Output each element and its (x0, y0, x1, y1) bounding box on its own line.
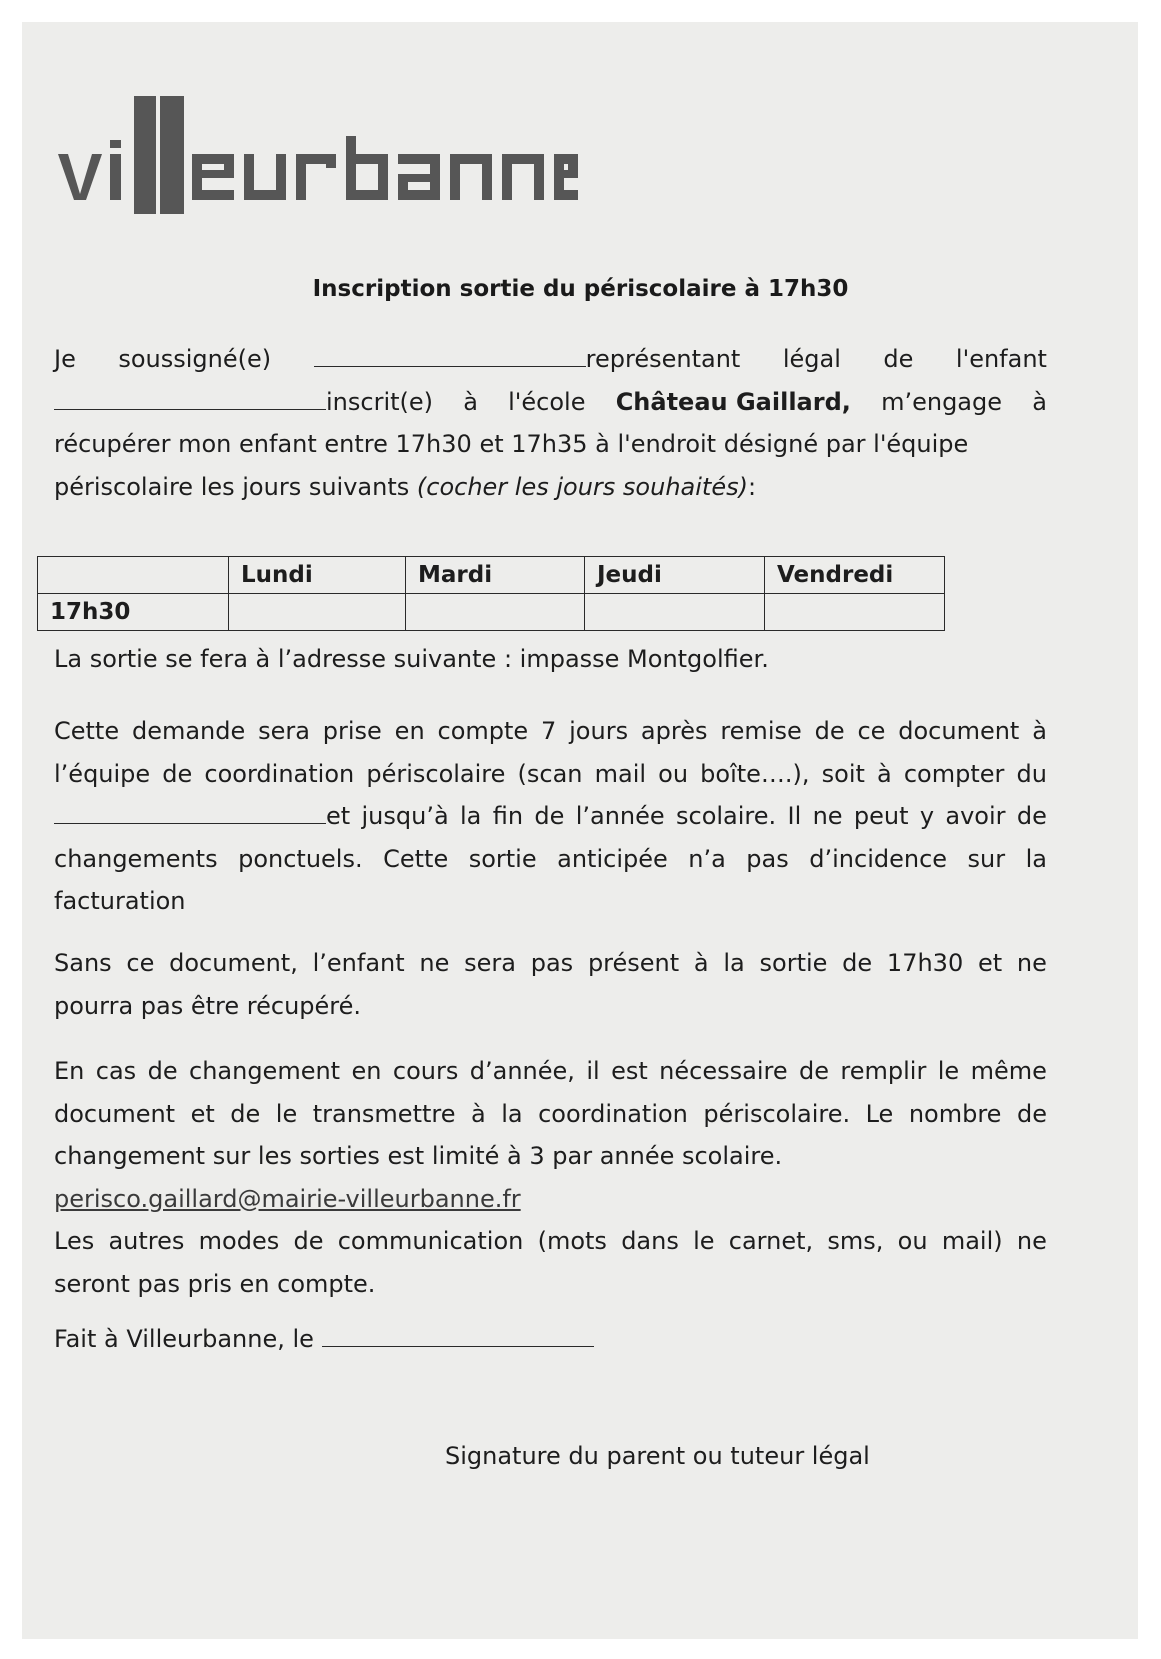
intro-line-4 (54, 466, 1047, 509)
word: modes (198, 1227, 280, 1255)
word: et (190, 1099, 215, 1128)
word: à (1032, 387, 1047, 416)
word: nécessaire (659, 1057, 788, 1085)
word: l’année (575, 802, 665, 830)
word: de (534, 802, 565, 830)
word: nombre (908, 1099, 1002, 1128)
word: dans (621, 1227, 679, 1255)
email-link[interactable]: perisco.gaillard@mairie-villeurbanne.fr (54, 1184, 521, 1213)
word: cours (392, 1057, 459, 1085)
word: en (394, 717, 425, 745)
intro-paragraph (54, 338, 1047, 508)
word: y (919, 802, 935, 830)
word: sms, (827, 1227, 884, 1255)
colon: : (747, 472, 757, 501)
word: de (1016, 802, 1047, 830)
word: le (275, 1099, 298, 1128)
word: à (693, 949, 709, 977)
word: de (162, 759, 193, 788)
word: même (970, 1057, 1047, 1085)
paragraph-absence (54, 942, 1047, 1027)
p4-line-1 (54, 1050, 1047, 1093)
word: du (1016, 759, 1047, 788)
word: remise (720, 717, 802, 745)
p3-line-1 (54, 942, 1047, 985)
intro-line-1 (54, 338, 1047, 381)
word: l’équipe (54, 759, 151, 788)
word: l'école (508, 387, 586, 416)
word: compter (903, 759, 1005, 788)
day-header-lundi: Lundi (229, 557, 406, 594)
table-row (38, 594, 945, 631)
place-date-label: Fait à Villeurbanne, le (54, 1325, 314, 1353)
word: il (586, 1057, 600, 1085)
word: Il (787, 802, 802, 830)
word: scolaire. (676, 802, 777, 830)
word: pas (530, 949, 574, 977)
intro-line-4-text: périscolaire les jours suivants (54, 472, 410, 501)
table-row (38, 557, 945, 594)
word: à (877, 759, 892, 788)
word: anticipée (557, 844, 668, 873)
intro-line-2 (54, 381, 1047, 424)
word: changement (189, 1057, 341, 1085)
word: ce (126, 949, 155, 977)
word: à (463, 387, 478, 416)
word: communication (337, 1227, 524, 1255)
word: à (1032, 717, 1047, 745)
word: document, (169, 949, 298, 977)
parent-name-field[interactable] (314, 340, 586, 367)
word: 7 (541, 717, 557, 745)
word: compte (437, 717, 529, 745)
word: de (293, 1227, 324, 1255)
check-days-hint: (cocher les jours souhaités) (416, 472, 748, 501)
p2-line-1 (54, 710, 1047, 753)
p4-line-3-text: changement sur les sorties est limité à 3 par année scolaire. (54, 1142, 783, 1170)
word: ne (419, 949, 450, 977)
word: ce (857, 717, 886, 745)
word: Cette (383, 844, 449, 873)
checkbox-jeudi[interactable] (585, 594, 765, 631)
word: soit (821, 759, 865, 788)
signature-label: Signature du parent ou tuteur légal (445, 1442, 870, 1470)
word: la (723, 949, 745, 977)
child-name-field[interactable] (54, 383, 326, 410)
word: carnet, (728, 1227, 814, 1255)
word: (scan (517, 759, 583, 788)
word: et (326, 802, 351, 830)
word: l'enfant (955, 345, 1047, 373)
word: de (147, 1057, 178, 1085)
word: mail) (941, 1227, 1003, 1255)
parent-name-group (314, 338, 741, 381)
word: Sans (54, 949, 112, 977)
word: après (640, 717, 708, 745)
word: inscrit(e) (326, 387, 434, 416)
word: 17h30 (886, 949, 964, 977)
corner-cell (38, 557, 229, 594)
p4-line-5 (54, 1220, 1047, 1263)
word: jusqu’à (361, 802, 449, 830)
word: périscolaire. (703, 1099, 851, 1128)
word: ponctuels. (238, 844, 363, 873)
p3-line-2-text: pourra pas être récupéré. (54, 991, 362, 1020)
word: la (460, 802, 482, 830)
word: changements (54, 844, 218, 873)
villeurbanne-logo (58, 96, 578, 218)
date-field[interactable] (322, 1320, 594, 1347)
word: ne (812, 802, 843, 830)
p2-line-3 (54, 795, 1047, 838)
word: sur (967, 844, 1006, 873)
word: présent (587, 949, 680, 977)
p4-line-6-text: seront pas pris en compte. (54, 1269, 376, 1298)
word: fin (492, 802, 524, 830)
word: n’a (688, 844, 726, 873)
word: avoir (945, 802, 1006, 830)
word: l’enfant (312, 949, 405, 977)
word: remplir (840, 1057, 927, 1085)
place-date-line (54, 1318, 1047, 1361)
word: périscolaire (366, 759, 506, 788)
word: Je (54, 345, 76, 373)
address-text: La sortie se fera à l’adresse suivante : impasse Montgolfier. (54, 645, 769, 673)
day-header-jeudi: Jeudi (585, 557, 765, 594)
word: pas (746, 844, 789, 873)
word: Le (865, 1099, 894, 1128)
word: m’engage (881, 387, 1003, 416)
word: mail (594, 759, 647, 788)
p4-line-2 (54, 1093, 1047, 1136)
word: ou (658, 759, 689, 788)
word: sortie (468, 844, 537, 873)
day-header-vendredi: Vendredi (765, 557, 945, 594)
word: légal (782, 345, 841, 373)
word: de (842, 949, 873, 977)
word: en (351, 1057, 382, 1085)
start-date-field[interactable] (54, 797, 326, 824)
word: Les (54, 1227, 95, 1255)
word: le (937, 1057, 960, 1085)
p2-line-5-text: facturation (54, 887, 186, 915)
intro-line-3-text: récupérer mon enfant entre 17h30 et 17h35 à l'endroit désigné par l'équipe (54, 430, 969, 458)
word: de (883, 345, 914, 373)
p2-line-2 (54, 753, 1047, 796)
word: autres (108, 1227, 185, 1255)
word: transmettre (312, 1099, 456, 1128)
word: Cette (54, 717, 120, 745)
school-name-text: Château Gaillard, (615, 387, 851, 416)
intro-line-3 (54, 423, 1047, 466)
word: coordination (204, 759, 355, 788)
word: est (611, 1057, 648, 1085)
school-name (616, 381, 851, 424)
word: jours (569, 717, 629, 745)
document-title: Inscription sortie du périscolaire à 17h30 (312, 276, 849, 302)
word: sortie (759, 949, 828, 977)
schedule-table (37, 556, 945, 631)
word: représentant (585, 345, 741, 373)
word: (mots (537, 1227, 607, 1255)
word: de (814, 717, 845, 745)
word: la (1025, 844, 1047, 873)
word: sera (258, 717, 310, 745)
word: document (898, 717, 1020, 745)
word: à (471, 1099, 486, 1128)
word: boîte….), (700, 759, 810, 788)
paragraph-changes (54, 1050, 1047, 1305)
word: ou (897, 1227, 928, 1255)
word: cas (95, 1057, 137, 1085)
word: le (693, 1227, 715, 1255)
word: prise (322, 717, 382, 745)
word: peut (853, 802, 909, 830)
p2-line-4 (54, 838, 1047, 881)
word: et (977, 949, 1003, 977)
checkbox-vendredi[interactable] (765, 594, 945, 631)
child-name-group (54, 381, 433, 424)
day-header-mardi: Mardi (406, 557, 585, 594)
word: document (54, 1099, 176, 1128)
word: d’incidence (809, 844, 948, 873)
word: de (799, 1057, 830, 1085)
word: la (501, 1099, 523, 1128)
word: soussigné(e) (118, 345, 272, 373)
start-date-group (54, 795, 350, 838)
word: de (1016, 1099, 1047, 1128)
time-label: 17h30 (38, 594, 229, 631)
word: En (54, 1057, 85, 1085)
word: ne (1016, 1227, 1047, 1255)
address-line (54, 638, 1047, 681)
word: de (230, 1099, 261, 1128)
paragraph-delay (54, 710, 1047, 923)
word: demande (131, 717, 246, 745)
checkbox-mardi[interactable] (406, 594, 585, 631)
word: ne (1016, 949, 1047, 977)
word: d’année, (469, 1057, 575, 1085)
checkbox-lundi[interactable] (229, 594, 406, 631)
word: coordination (538, 1099, 688, 1128)
word: sera (464, 949, 516, 977)
